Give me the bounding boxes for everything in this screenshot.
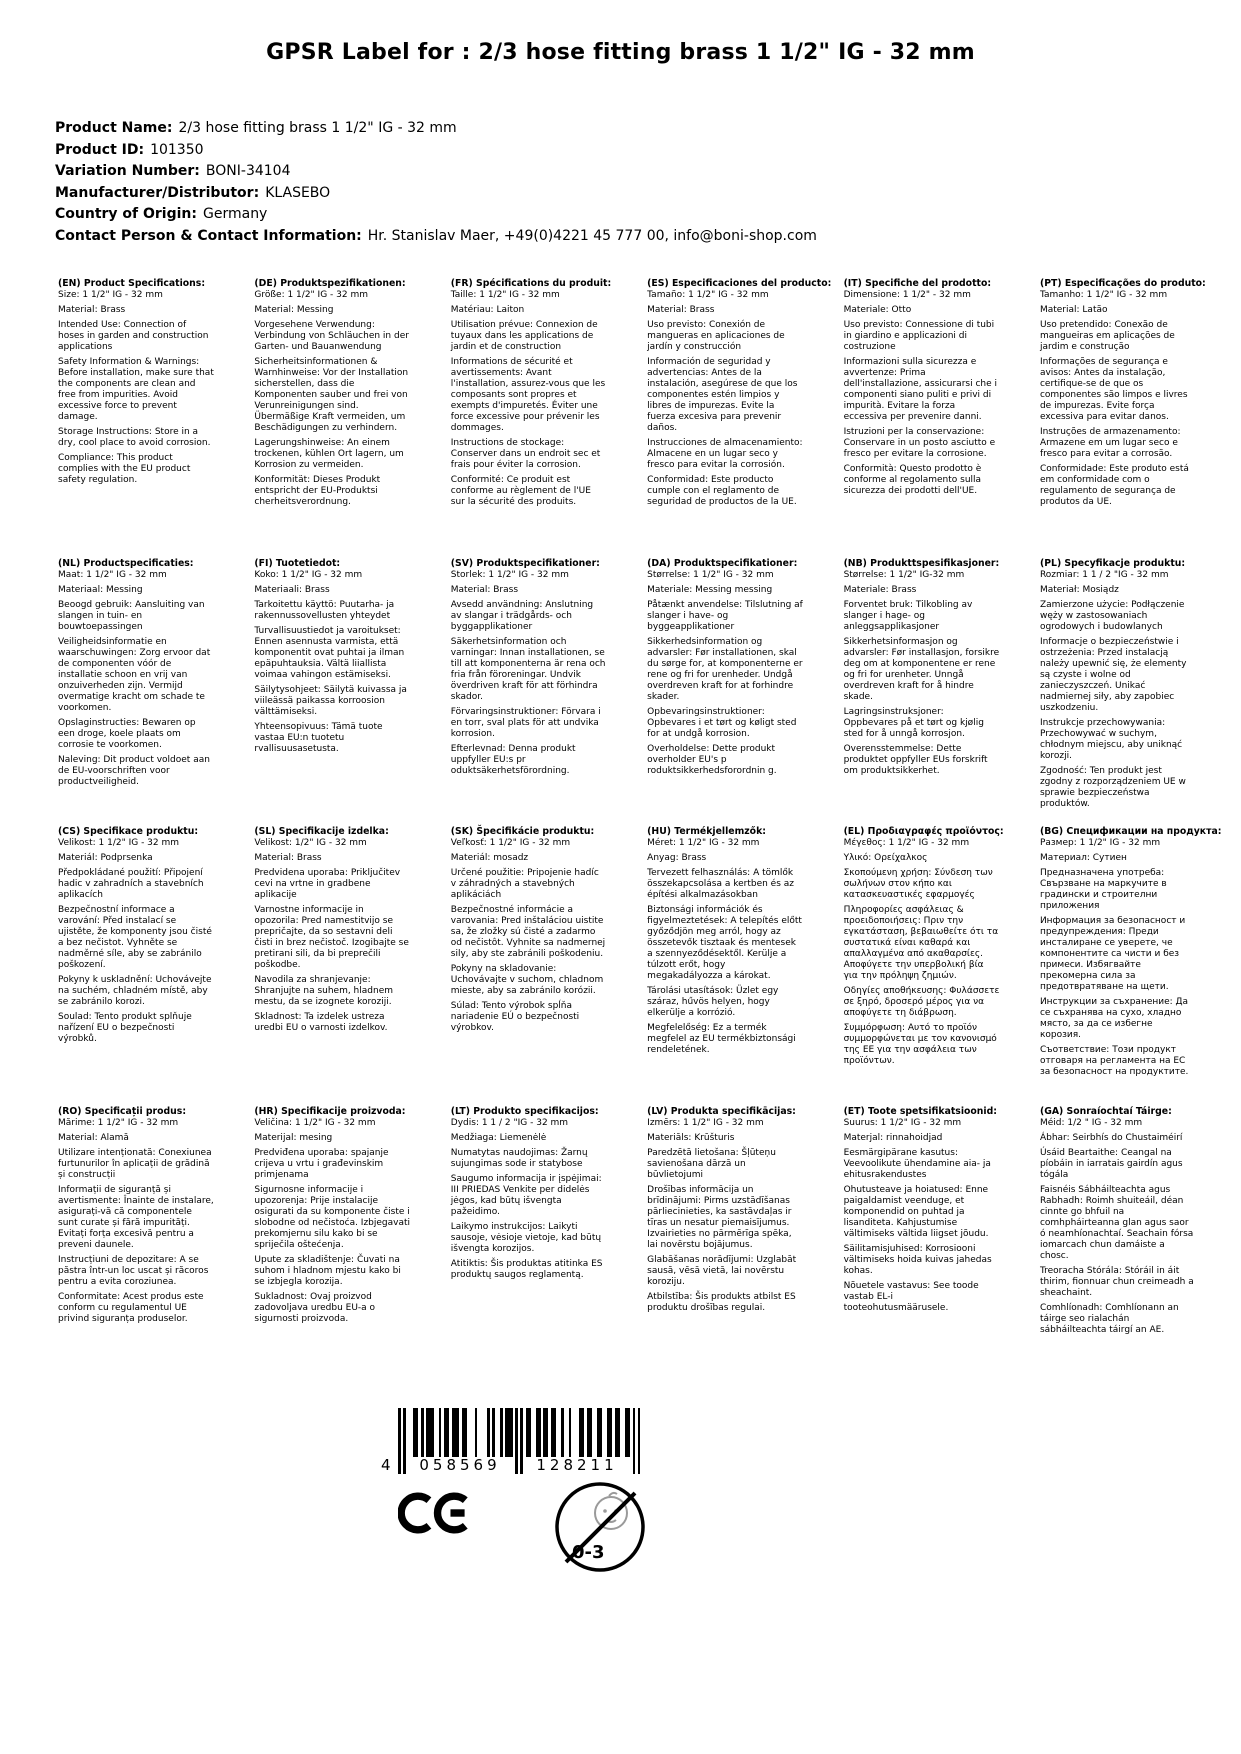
- spec-block-heading: (PT) Especificações do produto:: [1039, 278, 1206, 289]
- spec-paragraph: Uso previsto: Connessione di tubi in giardino e applicazioni di costruzione: [843, 320, 995, 352]
- spec-block-et: [844, 1106, 1000, 1340]
- spec-paragraph: Instrukcje przechowywania: Przechowywać w suchym, chłodnym miejscu, aby uniknąć korozji.: [1039, 718, 1183, 761]
- spec-paragraph: Materiale: Brass: [843, 585, 917, 595]
- spec-paragraph: Predviđena uporaba: spajanje crijeva u vrtu i građevinskim primjenama: [254, 1148, 389, 1180]
- spec-paragraph: Informazioni sulla sicurezza e avvertenze: Prima dell'installazione, assicurarsi che i componenti siano puliti e privi di impurità. Evitare la forza eccessiva per prevenire danni.: [843, 357, 997, 422]
- spec-block-heading: (HU) Termékjellemzők:: [647, 826, 766, 837]
- spec-paragraph: Overensstemmelse: Dette produktet oppfyller EUs forskrift om produktsikkerhet.: [843, 744, 988, 776]
- spec-paragraph: Materiał: Mosiądz: [1039, 585, 1119, 595]
- spec-paragraph: Sikkerhetsinformasjon og advarsler: Før installasjon, forsikre deg om at komponentene er rene og fri for urenheter. Unngå overdreven kraft for å hindre skade.: [843, 637, 1000, 702]
- spec-paragraph: Naleving: Dit product voldoet aan de EU-voorschriften voor productveiligheid.: [58, 755, 210, 787]
- barcode-bar: [398, 1408, 401, 1474]
- product-info-row: [55, 183, 817, 205]
- barcode-left-digits: 058569: [419, 1456, 501, 1474]
- spec-paragraph: Veličina: 1 1/2" IG - 32 mm: [254, 1118, 376, 1128]
- spec-paragraph: Forventet bruk: Tilkobling av slanger i hage- og anleggsapplikasjoner: [843, 600, 973, 632]
- barcode-lead-digit: 4: [381, 1456, 391, 1474]
- spec-paragraph: Υλικό: Ορείχαλκος: [843, 853, 928, 863]
- spec-block-heading: (LT) Produkto specifikacijos:: [450, 1106, 599, 1117]
- spec-block-ro: [58, 1106, 214, 1340]
- spec-paragraph: Sukladnost: Ovaj proizvod zadovoljava uredbu EU-a o sigurnosti proizvoda.: [254, 1292, 376, 1324]
- spec-paragraph: Skladnost: Ta izdelek ustreza uredbi EU o varnosti izdelkov.: [254, 1012, 388, 1033]
- spec-paragraph: Material: Brass: [58, 305, 126, 315]
- spec-paragraph: Eesmärgipärane kasutus: Veevoolikute ühendamine aia- ja ehitusrakendustes: [843, 1148, 991, 1180]
- spec-paragraph: Opslaginstructies: Bewaren op een droge, koele plaats om corrosie te voorkomen.: [58, 718, 196, 750]
- spec-paragraph: Maat: 1 1/2" IG - 32 mm: [58, 570, 167, 580]
- spec-paragraph: Paredzētā lietošana: Šļūteņu savienošana dārzā un būvlietojumi: [647, 1148, 776, 1180]
- spec-paragraph: Opbevaringsinstruktioner: Opbevares i et tørt og køligt sted for at undgå korrosion.: [647, 707, 797, 739]
- spec-paragraph: Предназначена употреба: Свързване на маркучите в градински и строителни приложения: [1039, 868, 1167, 911]
- spec-paragraph: Materiál: mosadz: [450, 853, 529, 863]
- spec-block-cs: [58, 826, 214, 1106]
- spec-paragraph: Material: Brass: [647, 305, 715, 315]
- spec-block-heading: (HR) Specifikacije proizvoda:: [254, 1106, 406, 1117]
- spec-block-en: [58, 278, 214, 558]
- barcode-bar: [464, 1408, 467, 1457]
- spec-paragraph: Dimensione: 1 1/2" - 32 mm: [843, 290, 971, 300]
- spec-paragraph: Atbilstība: Šis produkts atbilst ES produktu drošības regulai.: [647, 1292, 796, 1313]
- spec-paragraph: Materiale: Messing messing: [647, 585, 773, 595]
- spec-paragraph: Utilizare intenționată: Conexiunea furtunurilor în aplicații de grădină și construcții: [58, 1148, 212, 1180]
- spec-paragraph: Faisnéis Sábháilteachta agus Rabhadh: Roimh shuiteáil, déan cinnte go bhfuil na comhpháirteanna glan agus saor ó neamhíonachtaí. Seachain fórsa iomarcach chun damáiste a chosc.: [1039, 1185, 1194, 1261]
- spec-paragraph: Bezpečnostní informace a varování: Před instalací se ujistěte, že komponenty jsou čisté a bez nečistot. Vyhněte se nadměrné síle, aby se zabránilo poškození.: [58, 905, 212, 970]
- spec-paragraph: Zamierzone użycie: Podłączenie węży w zastosowaniach ogrodowych i budowlanych: [1039, 600, 1185, 632]
- spec-paragraph: Instrucciones de almacenamiento: Almacene en un lugar seco y fresco para evitar la corrosión.: [647, 438, 803, 470]
- spec-paragraph: Matériau: Laiton: [450, 305, 525, 315]
- spec-paragraph: Konformität: Dieses Produkt entspricht der EU-Produktsi cherheitsverordnung.: [254, 475, 381, 507]
- barcode-bar: [475, 1408, 478, 1457]
- spec-paragraph: Pokyny na skladovanie: Uchovávajte v suchom, chladnom mieste, aby sa zabránilo korózii.: [450, 964, 604, 996]
- spec-paragraph: Materiale: Otto: [843, 305, 912, 315]
- spec-paragraph: Suurus: 1 1/2" IG - 32 mm: [843, 1118, 962, 1128]
- spec-paragraph: Varnostne informacije in opozorila: Pred namestitvijo se prepričajte, da so sestavni deli čisti in brez nečistoč. Izogibajte se pretirani sili, da bi preprečili poškodbe.: [254, 905, 409, 970]
- spec-paragraph: Comhlíonadh: Comhlíonann an táirge seo rialachán sábháilteachta táirgí an AE.: [1039, 1303, 1179, 1335]
- spec-paragraph: Instructions de stockage: Conserver dans un endroit sec et frais pour éviter la corrosion.: [450, 438, 601, 470]
- spec-paragraph: Materjal: rinnahoidjad: [843, 1133, 943, 1143]
- spec-paragraph: Medžiaga: Liemenėlė: [450, 1133, 547, 1143]
- spec-paragraph: Σκοπούμενη χρήση: Σύνδεση των σωλήνων στον κήπο και κατασκευαστικές εφαρμογές: [843, 868, 993, 900]
- spec-paragraph: Utilisation prévue: Connexion de tuyaux dans les applications de jardin et de construction: [450, 320, 598, 352]
- barcode-bar: [492, 1408, 495, 1457]
- spec-paragraph: Velikost: 1/2" IG - 32 mm: [254, 838, 367, 848]
- spec-paragraph: Материал: Сутиен: [1039, 853, 1127, 863]
- spec-paragraph: Påtænkt anvendelse: Tilslutning af slanger i have- og byggeapplikationer: [647, 600, 803, 632]
- spec-paragraph: Laikymo instrukcijos: Laikyti sausoje, vėsioje vietoje, kad būtų išvengta korozijos.: [450, 1222, 602, 1254]
- spec-block-heading: (DA) Produktspecifikationer:: [647, 558, 798, 569]
- barcode-bar: [617, 1408, 620, 1457]
- spec-paragraph: Инструкции за съхранение: Да се съхранява на сухо, хладно място, за да се избегне корозия.: [1039, 997, 1189, 1040]
- spec-block-heading: (FI) Tuotetiedot:: [254, 558, 341, 569]
- spec-paragraph: Tárolási utasítások: Üzlet egy száraz, hűvös helyen, hogy elkerülje a korrózió.: [647, 986, 779, 1018]
- ean13-barcode: [381, 1408, 641, 1478]
- spec-block-da: [647, 558, 803, 826]
- spec-paragraph: Material: Alamă: [58, 1133, 129, 1143]
- spec-paragraph: Säkerhetsinformation och varningar: Innan installationen, se till att komponenterna är rena och fria från föroreningar. Undvik överdriven kraft för att förhindra skador.: [450, 637, 606, 702]
- spec-paragraph: Úsáid Beartaithe: Ceangal na píobáin in iarratais gairdín agus tógála: [1039, 1148, 1183, 1180]
- product-info-value: BONI-34104: [205, 163, 291, 179]
- product-info-value: 101350: [150, 141, 204, 158]
- spec-paragraph: Rozmiar: 1 1 / 2 "IG - 32 mm: [1039, 570, 1169, 580]
- spec-paragraph: Materiál: Podprsenka: [58, 853, 153, 863]
- barcode-bar: [421, 1408, 424, 1457]
- spec-block-heading: (SL) Specifikacije izdelka:: [254, 826, 389, 837]
- product-info-value: 2/3 hose fitting brass 1 1/2" IG - 32 mm: [178, 120, 457, 136]
- spec-paragraph: Materiāls: Krūšturis: [647, 1133, 735, 1143]
- spec-paragraph: Информация за безопасност и предупреждения: Преди инсталиране се уверете, че компонентите са чисти и без примеси. Избягвайте прекомерна сила за предотвратяване на щети.: [1039, 916, 1186, 992]
- spec-paragraph: Informații de siguranță și avertismente: Înainte de instalare, asigurați-vă că componentele sunt curate și fără impurități. Evitați forța excesivă pentru a preveni daunele.: [58, 1185, 214, 1250]
- spec-paragraph: Sigurnosne informacije i upozorenja: Prije instalacije osigurati da su komponente čiste i slobodne od nečistoća. Izbjegavati prekomjernu silu kako bi se spriječila oštećenja.: [254, 1185, 411, 1250]
- barcode-bar: [561, 1408, 564, 1457]
- spec-block-el: [843, 826, 1004, 1106]
- spec-block-nl: [58, 558, 214, 826]
- spec-paragraph: Súlad: Tento výrobok spĺňa nariadenie EÚ o bezpečnosti výrobkov.: [450, 1001, 580, 1033]
- spec-paragraph: Veľkosť: 1 1/2" IG - 32 mm: [450, 838, 571, 848]
- spec-paragraph: Biztonsági információk és figyelmeztetések: A telepítés előtt győződjön meg arról, hogy az összetevők tisztaak és mentesek a szennyeződésektől. Kerülje a túlzott erőt, hogy megakadályozza a károkat.: [647, 905, 802, 981]
- spec-paragraph: Size: 1 1/2" IG - 32 mm: [58, 290, 163, 300]
- spec-paragraph: Uso previsto: Conexión de mangueras en aplicaciones de jardín y construcción: [647, 320, 785, 352]
- spec-block-hr: [254, 1106, 410, 1340]
- spec-paragraph: Anyag: Brass: [647, 853, 707, 863]
- spec-block-heading: (GA) Sonraíochtaí Táirge:: [1039, 1106, 1172, 1117]
- barcode-bar: [500, 1408, 503, 1457]
- barcode-bar: [446, 1408, 449, 1457]
- spec-paragraph: Materijal: mesing: [254, 1133, 333, 1143]
- spec-paragraph: Conformidade: Este produto está em conformidade com o regulamento de segurança de produtos da UE.: [1039, 464, 1189, 507]
- barcode-bar: [554, 1408, 557, 1457]
- spec-paragraph: Avsedd användning: Anslutning av slangar i trädgårds- och byggapplikationer: [450, 600, 594, 632]
- spec-paragraph: Treoracha Stórála: Stóráil in áit thirim, fionnuar chun creimeadh a sheachaint.: [1039, 1266, 1194, 1298]
- spec-paragraph: Ohutusteave ja hoiatused: Enne paigaldamist veenduge, et komponendid on puhtad ja lisanditeta. Kahjustumise vältimiseks vältida liigset jõudu.: [843, 1185, 989, 1239]
- spec-paragraph: Predvidena uporaba: Priključitev cevi na vrtne in gradbene aplikacije: [254, 868, 401, 900]
- spec-block-sk: [451, 826, 607, 1106]
- spec-paragraph: Méret: 1 1/2" IG - 32 mm: [647, 838, 760, 848]
- spec-paragraph: Materiaali: Brass: [254, 585, 330, 595]
- spec-block-es: [647, 278, 832, 558]
- product-info-row: [55, 161, 817, 183]
- spec-block-lv: [647, 1106, 803, 1340]
- spec-paragraph: Megfelelőség: Ez a termék megfelel az EU termékbiztonsági rendeletének.: [647, 1023, 796, 1055]
- spec-paragraph: Material: Brass: [254, 853, 322, 863]
- spec-block-heading: (RO) Specificații produs:: [58, 1106, 187, 1117]
- spec-paragraph: Informacje o bezpieczeństwie i ostrzeżenia: Przed instalacją należy upewnić się, że elementy są czyste i wolne od zanieczyszczeń. Unikać nadmiernej siły, aby zapobiec uszkodzeniu.: [1039, 637, 1187, 713]
- spec-block-heading: (ET) Toote spetsifikatsioonid:: [843, 1106, 997, 1117]
- product-info-label: Product Name:: [55, 120, 173, 136]
- spec-paragraph: Zgodność: Ten produkt jest zgodny z rozporządzeniem UE w sprawie bezpieczeństwa produktów.: [1039, 766, 1186, 809]
- spec-paragraph: Lagerungshinweise: An einem trockenen, kühlen Ort lagern, um Korrosion zu vermeiden.: [254, 438, 404, 470]
- spec-paragraph: Förvaringsinstruktioner: Förvara i en torr, sval plats för att undvika korrosion.: [450, 707, 601, 739]
- spec-paragraph: Größe: 1 1/2" IG - 32 mm: [254, 290, 368, 300]
- spec-block-lt: [451, 1106, 607, 1340]
- product-info-row: [55, 204, 817, 226]
- spec-paragraph: Ábhar: Seirbhís do Chustaiméirí: [1039, 1133, 1183, 1143]
- barcode-bar: [569, 1408, 572, 1457]
- spec-paragraph: Conformità: Questo prodotto è conforme al regolamento sulla sicurezza dei prodotti dell'UE.: [843, 464, 982, 496]
- spec-paragraph: Säilytysohjeet: Säilytä kuivassa ja viileässä paikassa korroosion välttämiseksi.: [254, 685, 407, 717]
- spec-block-heading: (SV) Produktspecifikationer:: [450, 558, 600, 569]
- page-title: GPSR Label for : 2/3 hose fitting brass 1 1/2" IG - 32 mm: [266, 40, 975, 65]
- spec-paragraph: Atitiktis: Šis produktas atitinka ES produktų saugos reglamentą.: [450, 1259, 603, 1280]
- spec-block-heading: (DE) Produktspezifikationen:: [254, 278, 406, 289]
- spec-paragraph: Efterlevnad: Denna produkt uppfyller EU:s pr oduktsäkerhetsförordning.: [450, 744, 576, 776]
- spec-paragraph: Instruções de armazenamento: Armazene em um lugar seco e fresco para evitar a corrosão.: [1039, 427, 1181, 459]
- spec-paragraph: Material: Latão: [1039, 305, 1108, 315]
- spec-paragraph: Πληροφορίες ασφάλειας & προειδοποιήσεις: Πριν την εγκατάσταση, βεβαιωθείτε ότι τα συστατικά είναι καθαρά και απαλλαγμένα από ακαθαρσίες. Αποφύγετε την υπερβολική βία για την πρόληψη ζημιών.: [843, 905, 999, 981]
- spec-paragraph: Tarkoitettu käyttö: Puutarha- ja rakennussovellusten yhteydet: [254, 600, 395, 621]
- spec-paragraph: Størrelse: 1 1/2" IG - 32 mm: [647, 570, 774, 580]
- spec-block-fr: [450, 278, 612, 558]
- spec-paragraph: Размер: 1 1/2" IG - 32 mm: [1039, 838, 1161, 848]
- spec-paragraph: Συμμόρφωση: Αυτό το προϊόν συμμορφώνεται με τον κανονισμό της ΕΕ για την ασφάλεια των προϊόντων.: [843, 1023, 997, 1066]
- spec-paragraph: Soulad: Tento produkt splňuje nařízení EU o bezpečnosti výrobků.: [58, 1012, 192, 1044]
- spec-paragraph: Glabāšanas norādījumi: Uzglabāt sausā, vēsā vietā, lai novērstu koroziju.: [647, 1255, 797, 1287]
- ce-mark-icon: [398, 1492, 472, 1538]
- age-warning-text: 0-3: [572, 1542, 605, 1563]
- spec-block-sl: [254, 826, 410, 1106]
- spec-paragraph: Storlek: 1 1/2" IG - 32 mm: [450, 570, 569, 580]
- barcode-bar: [515, 1408, 518, 1474]
- spec-paragraph: Material: Brass: [450, 585, 519, 595]
- spec-paragraph: Pokyny k uskladnění: Uchovávejte na suchém, chladném místě, aby se zabránilo korozi.: [58, 975, 212, 1007]
- spec-paragraph: Съответствие: Този продукт отговаря на регламента на ЕС за безопасност на продуктите.: [1039, 1045, 1189, 1077]
- spec-paragraph: Koko: 1 1/2" IG - 32 mm: [254, 570, 363, 580]
- spec-block-de: [254, 278, 410, 558]
- spec-paragraph: Materiaal: Messing: [58, 585, 143, 595]
- barcode-bar: [487, 1408, 490, 1457]
- spec-block-fi: [254, 558, 410, 826]
- barcode-bar: [528, 1408, 531, 1457]
- spec-paragraph: Navodila za shranjevanje: Shranjujte na suhem, hladnem mestu, da se izognete koroziji.: [254, 975, 394, 1007]
- product-info-row: [55, 226, 817, 248]
- spec-paragraph: Předpokládané použití: Připojení hadic v zahradních a stavebních aplikacích: [58, 868, 204, 900]
- barcode-bar: [416, 1408, 419, 1457]
- spec-paragraph: Compliance: This product complies with the EU product safety regulation.: [58, 453, 191, 485]
- spec-paragraph: Drošības informācija un brīdinājumi: Pirms uzstādīšanas pārliecinieties, ka sastāvdaļas ir tīras un nesatur piemaisījumus. Izvairieties no pārmērīga spēka, lai novērstu bojājumus.: [647, 1185, 792, 1250]
- barcode-bar: [538, 1408, 541, 1457]
- spec-block-heading: (IT) Specifiche del prodotto:: [843, 278, 992, 289]
- barcode-bar: [457, 1408, 460, 1457]
- product-info-label: Variation Number:: [55, 163, 200, 179]
- spec-block-heading: (NB) Produkttspesifikasjoner:: [843, 558, 1000, 569]
- barcode-bar: [633, 1408, 636, 1474]
- spec-block-heading: (LV) Produkta specifikācijas:: [647, 1106, 796, 1117]
- spec-paragraph: Conformitate: Acest produs este conform cu regulamentul UE privind siguranța produselor.: [58, 1292, 204, 1324]
- spec-block-hu: [647, 826, 803, 1106]
- spec-grid: [58, 278, 1238, 1340]
- spec-paragraph: Nõuetele vastavus: See toode vastab EL-i tooteohutusmäärusele.: [843, 1281, 979, 1313]
- product-info-label: Product ID:: [55, 141, 145, 158]
- spec-block-heading: (FR) Spécifications du produit:: [450, 278, 612, 289]
- spec-paragraph: Overholdelse: Dette produkt overholder EU's p roduktsikkerhedsforordnin g.: [647, 744, 777, 776]
- product-info-label: Country of Origin:: [55, 206, 197, 222]
- spec-paragraph: Tamanho: 1 1/2" IG - 32 mm: [1039, 290, 1168, 300]
- spec-paragraph: Informações de segurança e avisos: Antes da instalação, certifique-se de que os componentes são limpos e livres de impurezas. Evite força excessiva para evitar danos.: [1039, 357, 1188, 422]
- spec-paragraph: Conformidad: Este producto cumple con el reglamento de seguridad de productos de la UE.: [647, 475, 797, 507]
- spec-paragraph: Beoogd gebruik: Aansluiting van slangen in tuin- en bouwtoepassingen: [58, 600, 205, 632]
- spec-block-ga: [1040, 1106, 1196, 1340]
- barcode-bar: [510, 1408, 513, 1457]
- spec-paragraph: Informations de sécurité et avertissements: Avant l'installation, assurez-vous que les composants sont propres et exempts d'impuretés. Éviter une force excessive pour prévenir les dommages.: [450, 357, 606, 433]
- barcode-right-digits: 128211: [536, 1456, 618, 1474]
- barcode-bar: [589, 1408, 592, 1457]
- spec-block-heading: (EN) Product Specifications:: [58, 278, 206, 289]
- spec-paragraph: Saugumo informacija ir įspėjimai: III PRIEDAS Venkite per didelės jėgos, kad būtų išvengta pažeidimo.: [450, 1174, 602, 1217]
- product-info-label: Contact Person & Contact Information:: [55, 227, 362, 244]
- spec-paragraph: Tamaño: 1 1/2" IG - 32 mm: [647, 290, 769, 300]
- spec-paragraph: Izmērs: 1 1/2" IG - 32 mm: [647, 1118, 764, 1128]
- spec-paragraph: Material: Messing: [254, 305, 334, 315]
- spec-paragraph: Bezpečnostné informácie a varovania: Pred inštaláciou uistite sa, že zložky sú čisté a zadarmo od nečistôt. Vyhnite sa nadmernej sily, aby ste zabránili poškodeniu.: [450, 905, 606, 959]
- spec-paragraph: Οδηγίες αποθήκευσης: Φυλάσσετε σε ξηρό, δροσερό μέρος για να αποφύγετε τη διάβρωση.: [843, 986, 1000, 1018]
- spec-block-bg: [1039, 826, 1222, 1106]
- spec-paragraph: Upute za skladištenje: Čuvati na suhom i hladnom mjestu kako bi se izbjegla korozija.: [254, 1255, 401, 1287]
- spec-paragraph: Información de seguridad y advertencias: Antes de la instalación, asegúrese de que los componentes estén limpios y libres de impurezas. Evite la fuerza excesiva para prevenir daños.: [647, 357, 798, 433]
- spec-paragraph: Μέγεθος: 1 1/2" IG - 32 mm: [843, 838, 970, 848]
- spec-paragraph: Storage Instructions: Store in a dry, cool place to avoid corrosion.: [58, 427, 211, 448]
- spec-paragraph: Intended Use: Connection of hoses in garden and construction applications: [58, 320, 209, 352]
- spec-paragraph: Vorgesehene Verwendung: Verbindung von Schläuchen in der Garten- und Bauanwendung: [254, 320, 409, 352]
- spec-paragraph: Mărime: 1 1/2" IG - 32 mm: [58, 1118, 179, 1128]
- barcode-bar: [628, 1408, 631, 1457]
- spec-block-sv: [451, 558, 607, 826]
- product-info-value: Hr. Stanislav Maer, +49(0)4221 45 777 00, info@boni-shop.com: [367, 227, 817, 244]
- product-info-row: [55, 140, 817, 162]
- spec-block-heading: (PL) Specyfikacje produktu:: [1039, 558, 1186, 569]
- barcode-bar: [638, 1408, 641, 1474]
- spec-paragraph: Turvallisuustiedot ja varoitukset: Ennen asennusta varmista, että komponentit ovat puhtai ja ilman epäpuhtauksia. Vältä liiallista voimaa vahingon estämiseksi.: [254, 626, 405, 680]
- spec-paragraph: Conformité: Ce produit est conforme au règlement de l'UE sur la sécurité des produits.: [450, 475, 591, 507]
- spec-paragraph: Istruzioni per la conservazione: Conservare in un posto asciutto e fresco per evitare la corrosione.: [843, 427, 996, 459]
- barcode-bar: [546, 1408, 549, 1457]
- spec-block-heading: (CS) Specifikace produktu:: [58, 826, 199, 837]
- spec-paragraph: Yhteensopivuus: Tämä tuote vastaa EU:n tuotetu rvallisuusasetusta.: [254, 722, 383, 754]
- product-info-label: Manufacturer/Distributor:: [55, 184, 260, 201]
- spec-paragraph: Säilitamisjuhised: Korrosiooni vältimiseks hoida kuivas jahedas kohas.: [843, 1244, 992, 1276]
- spec-paragraph: Sikkerhedsinformation og advarsler: Før installationen, skal du sørge for, at komponenterne er rene og fri for urenheder. Undgå overdreven kraft for at forhindre skader.: [647, 637, 803, 702]
- spec-paragraph: Velikost: 1 1/2" IG - 32 mm: [58, 838, 180, 848]
- barcode-bar: [599, 1408, 602, 1457]
- spec-block-it: [844, 278, 1000, 558]
- spec-paragraph: Størrelse: 1 1/2" IG-32 mm: [843, 570, 965, 580]
- product-info-row: [55, 118, 817, 140]
- spec-paragraph: Numatytas naudojimas: Žarnų sujungimas sode ir statybose: [450, 1148, 588, 1169]
- product-info: [55, 118, 817, 247]
- spec-paragraph: Instrucțiuni de depozitare: A se păstra într-un loc uscat și răcoros pentru a evita coroziunea.: [58, 1255, 209, 1287]
- barcode-bar: [610, 1408, 613, 1457]
- product-info-value: Germany: [203, 206, 268, 222]
- spec-paragraph: Určené použitie: Pripojenie hadíc v záhradných a stavebných aplikáciách: [450, 868, 599, 900]
- spec-paragraph: Méid: 1/2 " IG - 32 mm: [1039, 1118, 1143, 1128]
- spec-paragraph: Lagringsinstruksjoner: Oppbevares på et tørt og kjølig sted for å unngå korrosjon.: [843, 707, 984, 739]
- spec-paragraph: Dydis: 1 1 / 2 "IG - 32 mm: [450, 1118, 569, 1128]
- spec-block-nb: [844, 558, 1000, 826]
- barcode-bar: [431, 1408, 434, 1457]
- spec-paragraph: Sicherheitsinformationen & Warnhinweise: Vor der Installation sicherstellen, dass die Komponenten sauber und frei von Verunreinigungen sind. Übermäßige Kraft vermeiden, um Beschädigungen zu verhindern.: [254, 357, 409, 433]
- spec-paragraph: Safety Information & Warnings: Before installation, make sure that the components are clean and free from impurities. Avoid excessive force to prevent damage.: [58, 357, 214, 422]
- spec-paragraph: Tervezett felhasználás: A tömlők összekapcsolása a kertben és az építési alkalmazásokban: [647, 868, 794, 900]
- spec-paragraph: Veiligheidsinformatie en waarschuwingen: Zorg ervoor dat de componenten vóór de installatie schoon en vrij van onzuiverheden zijn. Vermijd overmatige kracht om schade te voorkomen.: [58, 637, 211, 713]
- spec-paragraph: Uso pretendido: Conexão de mangueiras em aplicações de jardim e construção: [1039, 320, 1175, 352]
- barcode-bar: [439, 1408, 442, 1457]
- spec-block-heading: (NL) Productspecificaties:: [58, 558, 194, 569]
- spec-block-heading: (ES) Especificaciones del producto:: [647, 278, 832, 289]
- product-info-value: KLASEBO: [265, 184, 331, 201]
- age-warning-0-3-icon: [552, 1478, 648, 1580]
- spec-block-heading: (EL) Προδιαγραφές προϊόντος:: [843, 826, 1004, 837]
- spec-block-heading: (BG) Спецификации на продукта:: [1039, 826, 1222, 837]
- spec-block-pl: [1040, 558, 1196, 826]
- spec-block-heading: (SK) Špecifikácie produktu:: [450, 826, 595, 837]
- spec-paragraph: Taille: 1 1/2" IG - 32 mm: [450, 290, 560, 300]
- barcode-bar: [582, 1408, 585, 1457]
- spec-block-pt: [1039, 278, 1206, 558]
